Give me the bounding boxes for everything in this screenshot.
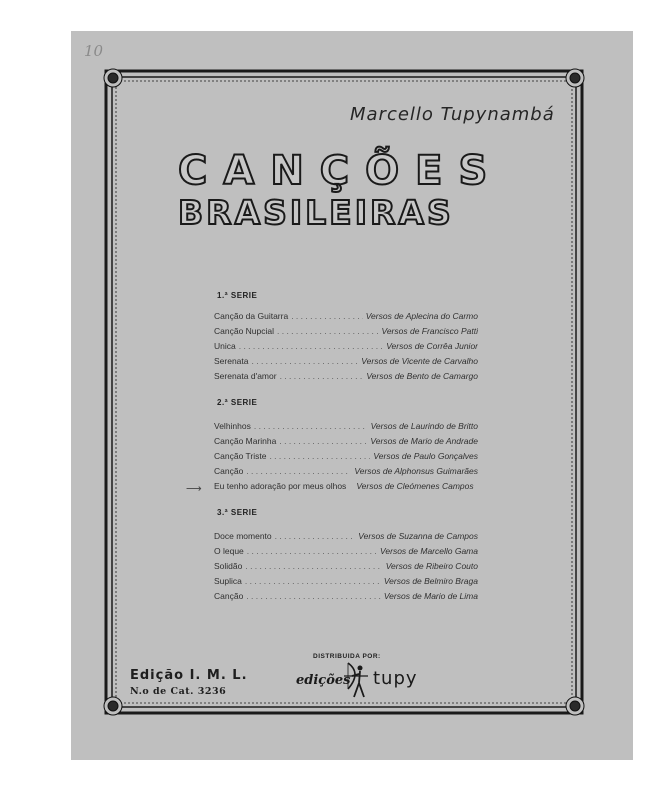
song-row: Canção Triste . . . Versos de Paulo Gonçalves — [214, 451, 478, 464]
distributed-by-label: DISTRIBUIDA POR: — [313, 653, 381, 660]
pencil-annotation: 10 — [84, 42, 104, 60]
song-row: Serenata d'amor . . . Versos de Bento de Camargo — [214, 371, 478, 384]
title-line-2: BRASILEIRAS — [178, 193, 454, 232]
song-row: Unica . . . Versos de Corrêa Junior — [214, 341, 478, 354]
publisher-name-part-1: edições — [296, 673, 351, 688]
serie-heading: 2.ª SERIE — [217, 398, 258, 407]
song-row: Solidão . . . Versos de Ribeiro Couto — [214, 561, 478, 574]
song-row: Canção Nupcial . . . Versos de Francisco Patti — [214, 326, 478, 339]
song-row: Canção Marinha . . . Versos de Mario de Andrade — [214, 436, 478, 449]
arrow-right-icon: ⟶ — [186, 482, 202, 495]
song-row: Canção . . . Versos de Alphonsus Guimarães — [214, 466, 478, 479]
song-row: Canção da Guitarra . . . Versos de Aplecina do Carmo — [214, 311, 478, 324]
catalog-number: N.o de Cat. 3236 — [130, 686, 227, 697]
song-row: Velhinhos . . . Versos de Laurindo de Britto — [214, 421, 478, 434]
publisher-name-part-2: tupy — [373, 668, 418, 689]
serie-heading: 1.ª SERIE — [217, 291, 258, 300]
title-line-1: CANÇÕES — [178, 148, 504, 194]
edition-label: Edição I. M. L. — [130, 668, 248, 683]
song-row: O leque . . . Versos de Marcello Gama — [214, 546, 478, 559]
song-row: Serenata . . . Versos de Vicente de Carvalho — [214, 356, 478, 369]
archer-logo-icon — [340, 659, 374, 703]
song-row: Canção . . . Versos de Mario de Lima — [214, 591, 478, 604]
song-row: Doce momento . . . Versos de Suzanna de Campos — [214, 531, 478, 544]
song-row: Suplica . . . Versos de Belmiro Braga — [214, 576, 478, 589]
song-row: Eu tenho adoração por meus olhos Versos de Cleómenes Campos — [214, 481, 474, 491]
serie-heading: 3.ª SERIE — [217, 508, 258, 517]
composer-name: Marcello Tupynambá — [350, 104, 555, 125]
